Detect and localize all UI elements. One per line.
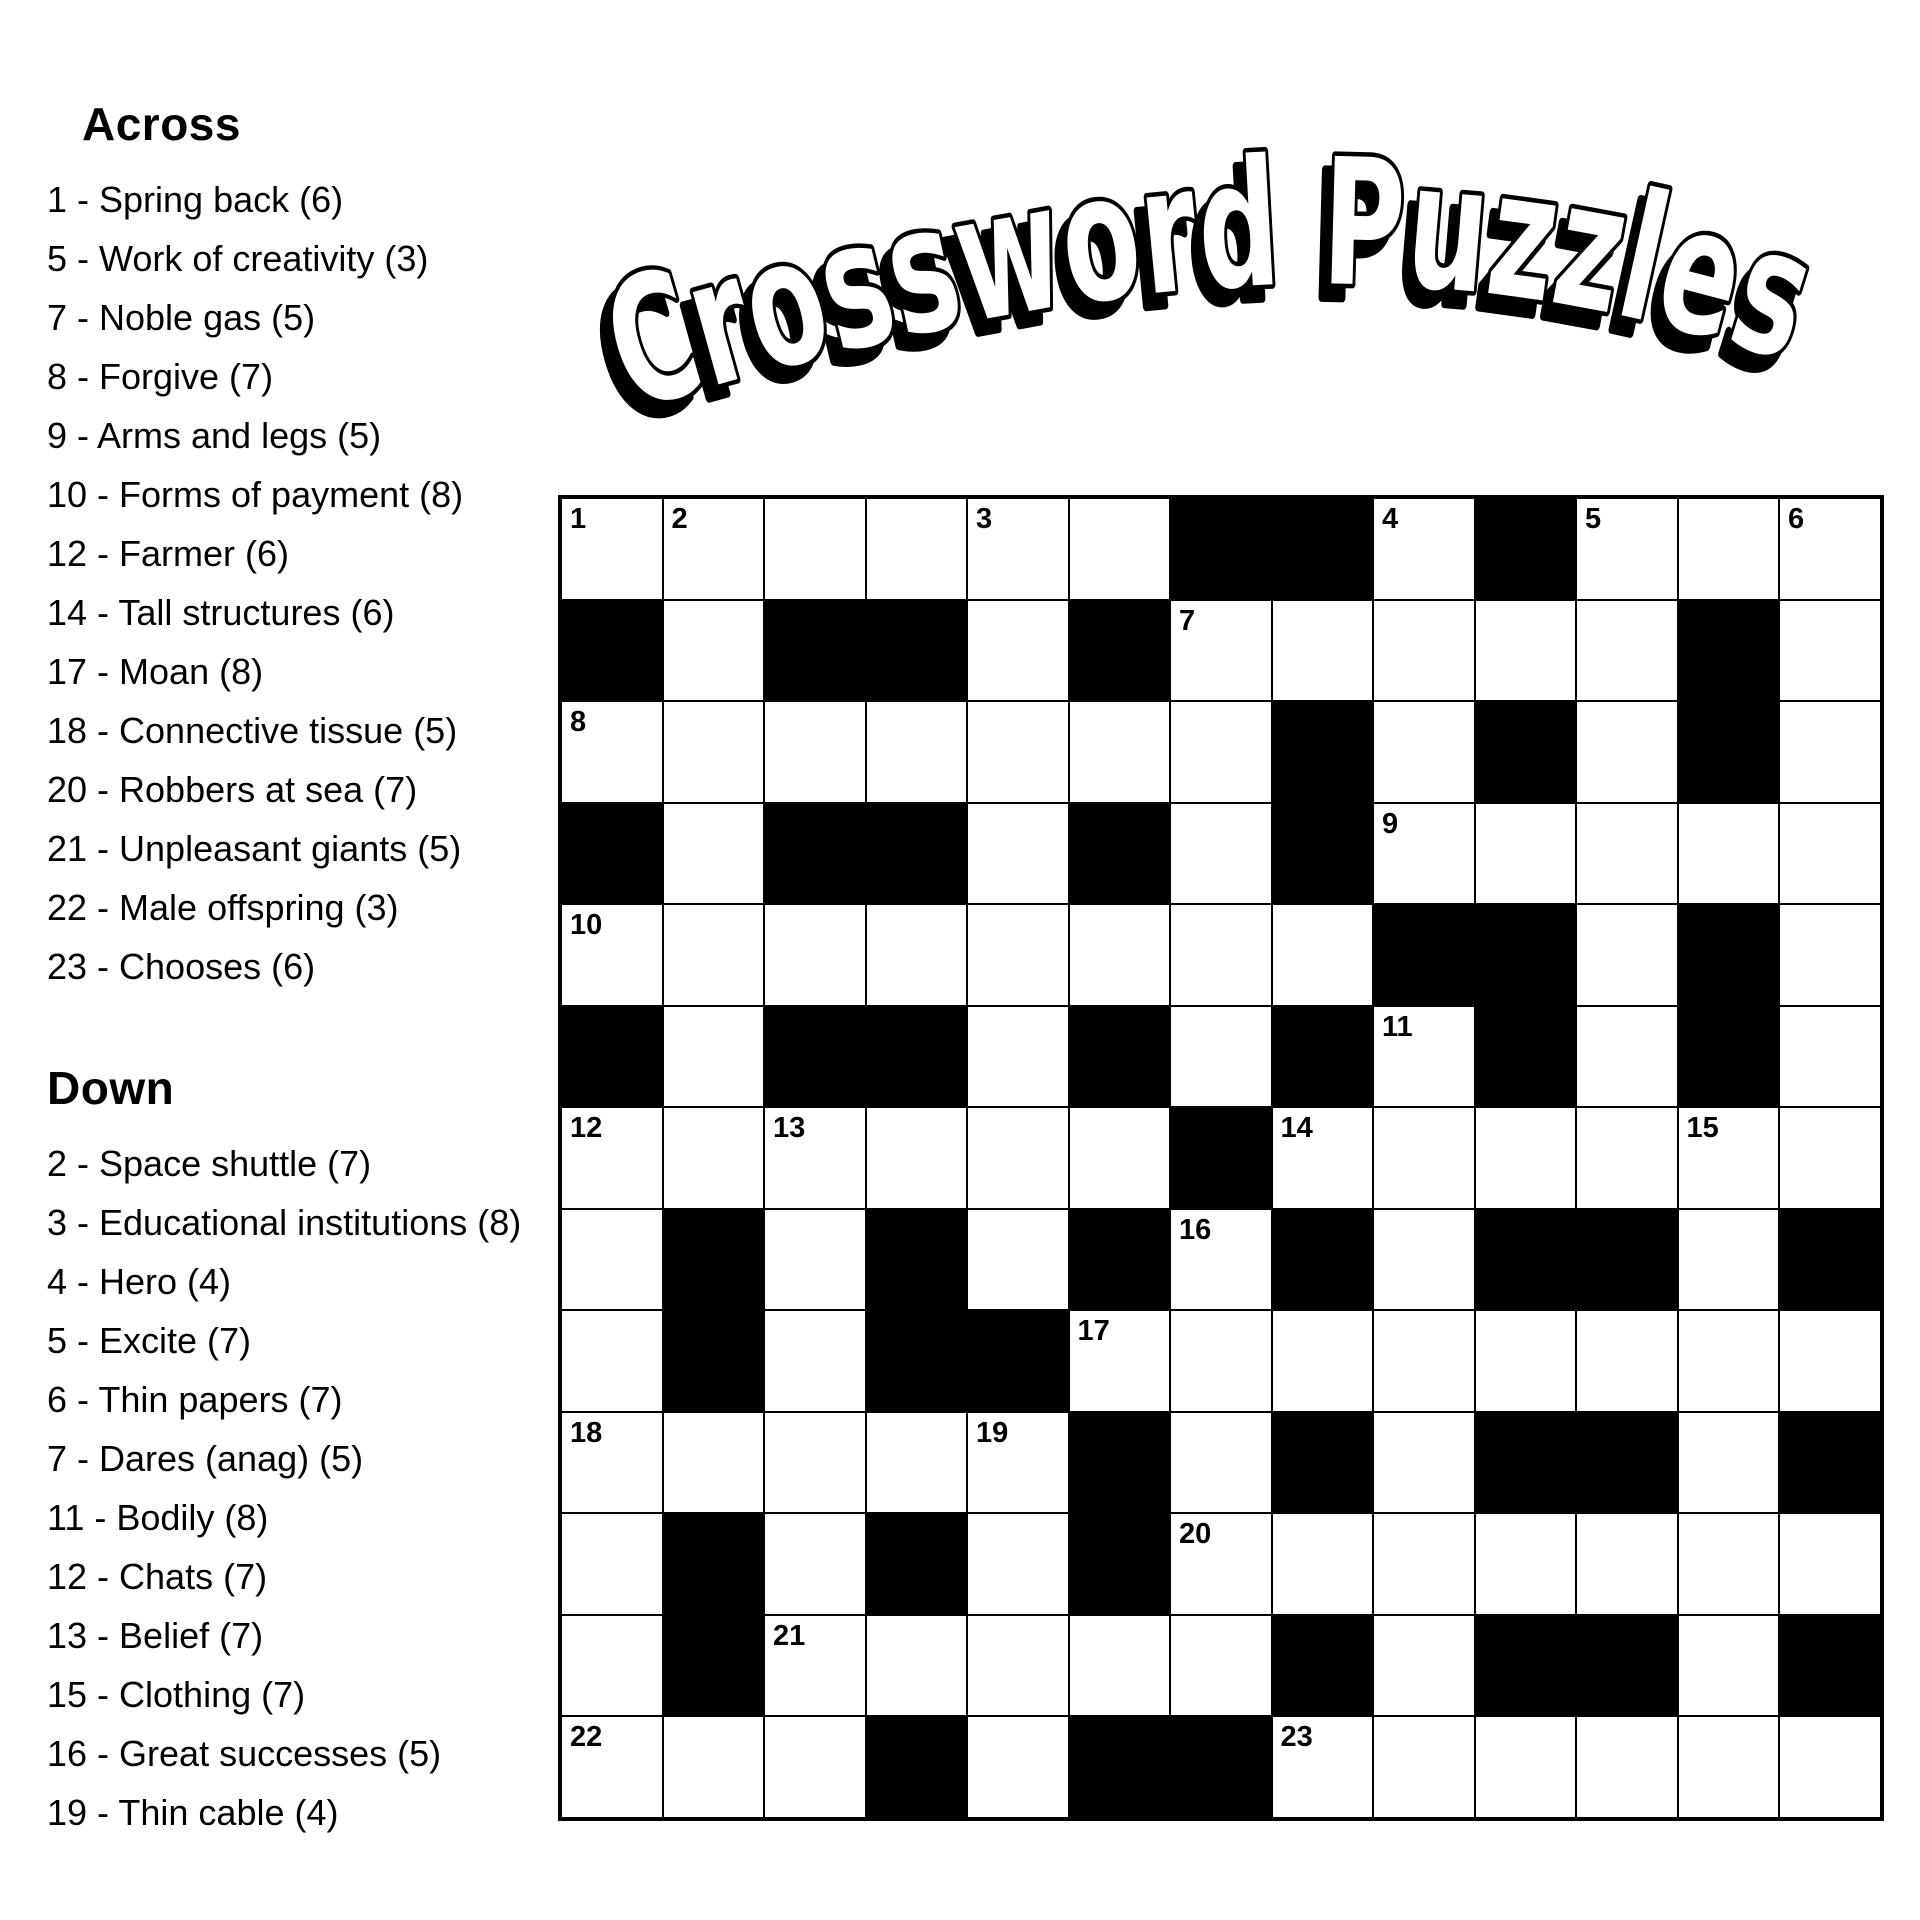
clue-item: 12 - Chats (7) bbox=[47, 1556, 268, 1597]
grid-cell-black bbox=[1678, 904, 1780, 1006]
clue-item: 23 - Chooses (6) bbox=[47, 946, 316, 987]
grid-cell[interactable] bbox=[1779, 701, 1881, 803]
grid-cell[interactable] bbox=[1678, 1107, 1780, 1209]
grid-cell-black bbox=[1272, 701, 1374, 803]
grid-cell-black bbox=[1272, 803, 1374, 905]
grid-cell-black bbox=[866, 1310, 968, 1412]
grid-cell-black bbox=[866, 803, 968, 905]
grid-cell[interactable] bbox=[1272, 1716, 1374, 1818]
grid-cell[interactable] bbox=[1069, 498, 1171, 600]
cell-number: 5 bbox=[1585, 503, 1602, 535]
grid-cell[interactable] bbox=[1170, 904, 1272, 1006]
grid-cell-black bbox=[1475, 701, 1577, 803]
grid-cell-black bbox=[1272, 1209, 1374, 1311]
across-heading: Across bbox=[82, 98, 241, 150]
grid-cell[interactable] bbox=[1576, 1716, 1678, 1818]
grid-cell[interactable] bbox=[866, 1107, 968, 1209]
grid-cell[interactable] bbox=[1576, 904, 1678, 1006]
grid-cell-black bbox=[663, 1209, 765, 1311]
cell-number: 9 bbox=[1382, 807, 1399, 840]
grid-cell[interactable] bbox=[1373, 701, 1475, 803]
grid-cell[interactable] bbox=[1170, 1412, 1272, 1514]
grid-cell-black bbox=[967, 1310, 1069, 1412]
grid-cell[interactable] bbox=[663, 1107, 765, 1209]
cell-number: 7 bbox=[1179, 604, 1196, 637]
grid-cell-black bbox=[1576, 1412, 1678, 1514]
grid-cell-black bbox=[561, 803, 663, 905]
grid-cell[interactable] bbox=[1475, 600, 1577, 702]
grid-cell-black bbox=[1576, 1615, 1678, 1717]
clue-item: 4 - Hero (4) bbox=[47, 1261, 232, 1302]
grid-cell[interactable] bbox=[663, 1006, 765, 1108]
grid-cell[interactable] bbox=[967, 803, 1069, 905]
clue-item: 19 - Thin cable (4) bbox=[47, 1792, 339, 1833]
grid-cell-black bbox=[561, 600, 663, 702]
clue-item: 3 - Educational institutions (8) bbox=[47, 1202, 522, 1243]
grid-cell-black bbox=[1170, 1107, 1272, 1209]
grid-cell[interactable] bbox=[866, 701, 968, 803]
grid-cell[interactable] bbox=[1779, 1310, 1881, 1412]
grid-cell[interactable] bbox=[967, 1107, 1069, 1209]
grid-cell[interactable] bbox=[1170, 1615, 1272, 1717]
grid-cell[interactable] bbox=[1373, 1716, 1475, 1818]
grid-cell[interactable] bbox=[1576, 600, 1678, 702]
clue-item: 11 - Bodily (8) bbox=[47, 1497, 269, 1538]
grid-cell[interactable] bbox=[1475, 1513, 1577, 1615]
grid-cell[interactable] bbox=[1069, 904, 1171, 1006]
grid-cell[interactable] bbox=[764, 1412, 866, 1514]
cell-number: 16 bbox=[1179, 1213, 1212, 1246]
cell-number: 10 bbox=[570, 909, 603, 941]
clue-item: 6 - Thin papers (7) bbox=[47, 1379, 343, 1420]
across-clues-section bbox=[47, 98, 527, 1004]
grid-cell[interactable] bbox=[561, 1412, 663, 1514]
clue-item: 21 - Unpleasant giants (5) bbox=[47, 828, 462, 869]
cell-number: 18 bbox=[570, 1416, 603, 1449]
svg-text:Crossword Puzzles bbox=[585, 120, 1871, 451]
clue-item: 20 - Robbers at sea (7) bbox=[47, 769, 418, 810]
clue-item: 15 - Clothing (7) bbox=[47, 1674, 306, 1715]
grid-cell[interactable] bbox=[561, 701, 663, 803]
grid-cell[interactable] bbox=[663, 904, 765, 1006]
grid-cell[interactable] bbox=[1272, 1513, 1374, 1615]
cell-number: 23 bbox=[1280, 1721, 1313, 1753]
grid-cell[interactable] bbox=[1170, 1513, 1272, 1615]
cell-number: 21 bbox=[773, 1619, 806, 1652]
grid-cell[interactable] bbox=[1272, 1310, 1374, 1412]
grid-cell[interactable] bbox=[1272, 600, 1374, 702]
grid-cell[interactable] bbox=[866, 1615, 968, 1717]
cell-number: 6 bbox=[1788, 503, 1805, 535]
clue-item: 5 - Work of creativity (3) bbox=[47, 238, 429, 279]
grid-cell[interactable] bbox=[1475, 1107, 1577, 1209]
clue-item: 14 - Tall structures (6) bbox=[47, 592, 395, 633]
grid-cell[interactable] bbox=[764, 701, 866, 803]
grid-cell[interactable] bbox=[663, 803, 765, 905]
grid-cell[interactable] bbox=[561, 904, 663, 1006]
clue-item: 16 - Great successes (5) bbox=[47, 1733, 442, 1774]
grid-cell[interactable] bbox=[1576, 498, 1678, 600]
grid-cell[interactable] bbox=[1272, 1107, 1374, 1209]
grid-cell[interactable] bbox=[764, 498, 866, 600]
down-clues-section bbox=[47, 1062, 527, 1850]
clue-item: 18 - Connective tissue (5) bbox=[47, 710, 458, 751]
grid-cell[interactable] bbox=[764, 1513, 866, 1615]
grid-cell-black bbox=[1678, 701, 1780, 803]
grid-cell[interactable] bbox=[1069, 1107, 1171, 1209]
clue-item: 17 - Moan (8) bbox=[47, 651, 264, 692]
grid-cell[interactable] bbox=[967, 498, 1069, 600]
grid-cell[interactable] bbox=[663, 1716, 765, 1818]
down-heading: Down bbox=[47, 1062, 175, 1114]
grid-cell[interactable] bbox=[1678, 1412, 1780, 1514]
grid-cell-black bbox=[1069, 803, 1171, 905]
grid-cell-black bbox=[764, 1006, 866, 1108]
grid-cell[interactable] bbox=[967, 1412, 1069, 1514]
grid-cell[interactable] bbox=[764, 1615, 866, 1717]
clue-item: 9 - Arms and legs (5) bbox=[47, 415, 382, 456]
grid-cell[interactable] bbox=[1475, 803, 1577, 905]
grid-cell-black bbox=[1475, 1412, 1577, 1514]
grid-cell[interactable] bbox=[561, 1513, 663, 1615]
grid-cell[interactable] bbox=[1678, 1615, 1780, 1717]
grid-cell[interactable] bbox=[967, 1716, 1069, 1818]
grid-cell-black bbox=[1069, 1209, 1171, 1311]
grid-cell-black bbox=[1069, 1716, 1171, 1818]
across-clue-list bbox=[47, 178, 527, 988]
cell-number: 19 bbox=[976, 1416, 1009, 1449]
grid-cell[interactable] bbox=[1779, 600, 1881, 702]
grid-cell[interactable] bbox=[1475, 1310, 1577, 1412]
grid-cell[interactable] bbox=[764, 1310, 866, 1412]
grid-cell[interactable] bbox=[663, 701, 765, 803]
grid-cell[interactable] bbox=[1779, 1006, 1881, 1108]
grid-cell-black bbox=[1475, 1615, 1577, 1717]
grid-cell-black bbox=[1475, 904, 1577, 1006]
grid-cell-black bbox=[1069, 1513, 1171, 1615]
grid-cell[interactable] bbox=[1678, 803, 1780, 905]
grid-cell[interactable] bbox=[561, 1209, 663, 1311]
grid-cell-black bbox=[1678, 600, 1780, 702]
cell-number: 14 bbox=[1280, 1112, 1313, 1144]
grid-cell[interactable] bbox=[1373, 1310, 1475, 1412]
grid-cell[interactable] bbox=[1576, 701, 1678, 803]
grid-cell-black bbox=[866, 1006, 968, 1108]
grid-cell[interactable] bbox=[764, 1107, 866, 1209]
grid-cell[interactable] bbox=[967, 904, 1069, 1006]
grid-cell[interactable] bbox=[764, 904, 866, 1006]
grid-cell[interactable] bbox=[1779, 1513, 1881, 1615]
crossword-grid bbox=[558, 495, 1884, 1821]
grid-cell-black bbox=[663, 1513, 765, 1615]
grid-cell[interactable] bbox=[1576, 803, 1678, 905]
grid-cell-black bbox=[561, 1006, 663, 1108]
grid-cell[interactable] bbox=[1170, 600, 1272, 702]
grid-cell[interactable] bbox=[1576, 1107, 1678, 1209]
page-title: Crossword Puzzles bbox=[585, 120, 1871, 451]
grid-cell[interactable] bbox=[1779, 1716, 1881, 1818]
cell-number: 11 bbox=[1382, 1010, 1413, 1043]
clue-item: 8 - Forgive (7) bbox=[47, 356, 274, 397]
grid-cell[interactable] bbox=[1170, 701, 1272, 803]
cell-number: 8 bbox=[570, 706, 587, 738]
clue-item: 13 - Belief (7) bbox=[47, 1615, 264, 1656]
grid-cell[interactable] bbox=[967, 701, 1069, 803]
grid-cell[interactable] bbox=[866, 1412, 968, 1514]
grid-cell[interactable] bbox=[1373, 1107, 1475, 1209]
grid-cell-black bbox=[1779, 1615, 1881, 1717]
grid-cell[interactable] bbox=[1678, 1310, 1780, 1412]
clue-item: 7 - Dares (anag) (5) bbox=[47, 1438, 364, 1479]
grid-cell-black bbox=[1779, 1412, 1881, 1514]
grid-cell-black bbox=[1678, 1006, 1780, 1108]
grid-cell[interactable] bbox=[561, 1107, 663, 1209]
grid-cell[interactable] bbox=[1373, 498, 1475, 600]
clue-item: 22 - Male offspring (3) bbox=[47, 887, 399, 928]
grid-cell-black bbox=[764, 600, 866, 702]
grid-cell-black bbox=[1069, 1412, 1171, 1514]
grid-cell[interactable] bbox=[1373, 1513, 1475, 1615]
grid-cell[interactable] bbox=[967, 1209, 1069, 1311]
grid-cell[interactable] bbox=[1678, 1209, 1780, 1311]
cell-number: 1 bbox=[570, 503, 587, 535]
grid-cell-black bbox=[866, 600, 968, 702]
grid-cell-black bbox=[866, 1209, 968, 1311]
grid-cell[interactable] bbox=[1678, 1513, 1780, 1615]
grid-cell[interactable] bbox=[1576, 1513, 1678, 1615]
grid-cell-black bbox=[663, 1310, 765, 1412]
clue-item: 10 - Forms of payment (8) bbox=[47, 474, 464, 515]
grid-cell[interactable] bbox=[1272, 904, 1374, 1006]
grid-cell-black bbox=[1272, 1006, 1374, 1108]
cell-number: 2 bbox=[671, 503, 688, 535]
grid-cell-black bbox=[866, 1716, 968, 1818]
grid-cell-black bbox=[1272, 498, 1374, 600]
cell-number: 22 bbox=[570, 1721, 603, 1753]
grid-cell[interactable] bbox=[1779, 1107, 1881, 1209]
cell-number: 20 bbox=[1179, 1518, 1212, 1550]
grid-cell[interactable] bbox=[561, 498, 663, 600]
grid-cell[interactable] bbox=[1069, 1615, 1171, 1717]
grid-cell[interactable] bbox=[1373, 1412, 1475, 1514]
cell-number: 13 bbox=[773, 1112, 806, 1144]
grid-cell[interactable] bbox=[967, 1006, 1069, 1108]
grid-cell-black bbox=[1475, 1209, 1577, 1311]
grid-cell[interactable] bbox=[1373, 803, 1475, 905]
grid-cell-black bbox=[663, 1615, 765, 1717]
clue-item: 1 - Spring back (6) bbox=[47, 179, 344, 220]
grid-cell-black bbox=[1170, 498, 1272, 600]
grid-cell[interactable] bbox=[1779, 803, 1881, 905]
grid-cell-black bbox=[1272, 1615, 1374, 1717]
grid-cell[interactable] bbox=[1475, 1716, 1577, 1818]
clue-item: 5 - Excite (7) bbox=[47, 1320, 252, 1361]
grid-cell[interactable] bbox=[1170, 1310, 1272, 1412]
clue-item: 2 - Space shuttle (7) bbox=[47, 1143, 372, 1184]
grid-cell[interactable] bbox=[1373, 1006, 1475, 1108]
grid-cell-black bbox=[1373, 904, 1475, 1006]
grid-cell-black bbox=[1272, 1412, 1374, 1514]
cell-number: 4 bbox=[1382, 503, 1399, 535]
grid-cell[interactable] bbox=[967, 1513, 1069, 1615]
grid-cell[interactable] bbox=[561, 1716, 663, 1818]
clue-item: 12 - Farmer (6) bbox=[47, 533, 290, 574]
grid-cell[interactable] bbox=[1373, 1615, 1475, 1717]
grid-cell[interactable] bbox=[561, 1310, 663, 1412]
grid-cell[interactable] bbox=[1576, 1006, 1678, 1108]
grid-cell[interactable] bbox=[663, 600, 765, 702]
grid-cell[interactable] bbox=[967, 1615, 1069, 1717]
cell-number: 17 bbox=[1077, 1315, 1110, 1347]
grid-cell[interactable] bbox=[1779, 904, 1881, 1006]
grid-cell[interactable] bbox=[663, 1412, 765, 1514]
clue-item: 7 - Noble gas (5) bbox=[47, 297, 316, 338]
grid-cell[interactable] bbox=[764, 1209, 866, 1311]
cell-number: 12 bbox=[570, 1112, 603, 1144]
grid-cell-black bbox=[1779, 1209, 1881, 1311]
cell-number: 3 bbox=[976, 503, 993, 535]
grid-cell[interactable] bbox=[1576, 1310, 1678, 1412]
grid-cell[interactable] bbox=[866, 904, 968, 1006]
title-wordart bbox=[585, 120, 1871, 470]
grid-cell[interactable] bbox=[967, 600, 1069, 702]
grid-cell-black bbox=[1475, 1006, 1577, 1108]
grid-cell[interactable] bbox=[1678, 1716, 1780, 1818]
grid-cell-black bbox=[1576, 1209, 1678, 1311]
grid-cell[interactable] bbox=[663, 498, 765, 600]
grid-cell[interactable] bbox=[1779, 498, 1881, 600]
grid-cell-black bbox=[764, 803, 866, 905]
grid-cell[interactable] bbox=[1678, 498, 1780, 600]
grid-cell[interactable] bbox=[1170, 1209, 1272, 1311]
grid-cell-black bbox=[1069, 600, 1171, 702]
grid-cell[interactable] bbox=[1170, 803, 1272, 905]
grid-cell[interactable] bbox=[1373, 600, 1475, 702]
grid-cell[interactable] bbox=[1069, 701, 1171, 803]
grid-cell-black bbox=[1475, 498, 1577, 600]
grid-cell-black bbox=[866, 1513, 968, 1615]
grid-cell[interactable] bbox=[764, 1716, 866, 1818]
cell-number: 15 bbox=[1686, 1112, 1719, 1144]
down-clue-list bbox=[47, 1142, 527, 1834]
grid-cell[interactable] bbox=[1170, 1006, 1272, 1108]
grid-cell[interactable] bbox=[1373, 1209, 1475, 1311]
grid-cell[interactable] bbox=[561, 1615, 663, 1717]
grid-cell-black bbox=[1069, 1006, 1171, 1108]
grid-cell[interactable] bbox=[1069, 1310, 1171, 1412]
grid-cell-black bbox=[1170, 1716, 1272, 1818]
grid-cell[interactable] bbox=[866, 498, 968, 600]
